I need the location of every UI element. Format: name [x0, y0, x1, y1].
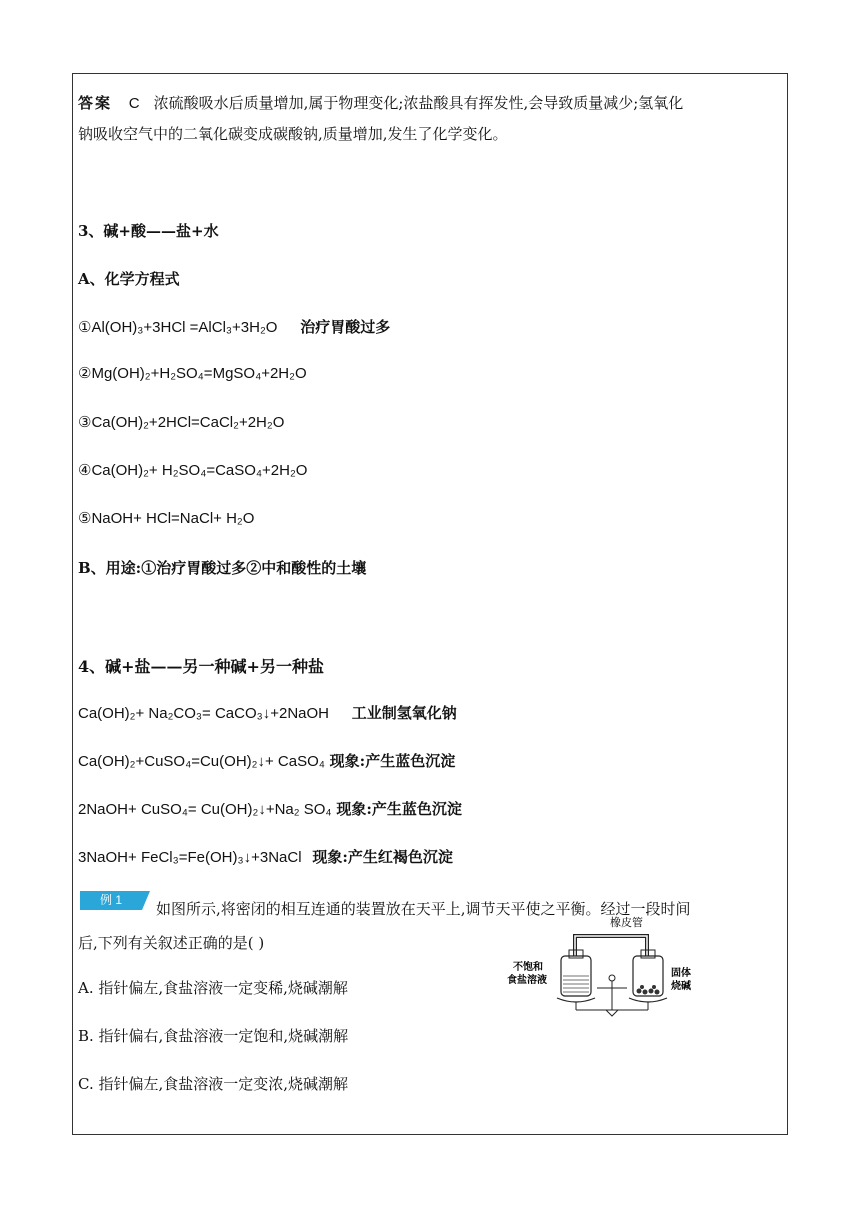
answer-explanation-line1: 浓硫酸吸水后质量增加,属于物理变化;浓盐酸具有挥发性,会导致质量减少;氢氧化	[153, 94, 684, 112]
reaction-3-note: 现象:产生蓝色沉淀	[336, 800, 462, 818]
equation-4: ④Ca(OH)₂+ H₂SO₄=CaSO₄+2H₂O	[78, 462, 308, 479]
section3-heading: 3、碱+酸——盐+水	[78, 222, 219, 240]
answer-block	[78, 88, 778, 149]
option-a: A. 指针偏左,食盐溶液一定变稀,烧碱潮解	[78, 979, 348, 997]
reaction-1: Ca(OH)₂+ Na₂CO₃= CaCO₃↓+2NaOH	[78, 705, 330, 722]
option-c: C. 指针偏左,食盐溶液一定变浓,烧碱潮解	[78, 1075, 349, 1093]
reaction-4-row	[78, 846, 453, 867]
figure-label-rubber-tube: 橡皮管	[610, 916, 643, 929]
equation-3: ③Ca(OH)₂+2HCl=CaCl₂+2H₂O	[78, 414, 285, 431]
answer-explanation-line2: 钠吸收空气中的二氧化碳变成碳酸钠,质量增加,发生了化学变化。	[78, 125, 508, 143]
option-b: B. 指针偏右,食盐溶液一定饱和,烧碱潮解	[78, 1027, 349, 1045]
example-stem-line2: 后,下列有关叙述正确的是( )	[78, 934, 265, 952]
equation-5: ⑤NaOH+ HCl=NaCl+ H₂O	[78, 510, 255, 527]
reaction-1-note: 工业制氢氧化钠	[351, 704, 457, 722]
section4-heading: 4、碱+盐——另一种碱+另一种盐	[78, 657, 324, 676]
figure-label-right-2: 烧碱	[671, 981, 691, 992]
reaction-3: 2NaOH+ CuSO₄= Cu(OH)₂↓+Na₂ SO₄	[78, 801, 332, 818]
reaction-2-row	[78, 750, 455, 771]
section3-sub-b: B、用途:①治疗胃酸过多②中和酸性的土壤	[78, 559, 367, 577]
equation-1: ①Al(OH)₃+3HCl =AlCl₃+3H₂O	[78, 319, 278, 336]
equation-1-row	[78, 316, 390, 337]
answer-label: 答案	[78, 94, 113, 112]
reaction-2: Ca(OH)₂+CuSO₄=Cu(OH)₂↓+ CaSO₄	[78, 753, 325, 770]
reaction-4-note: 现象:产生红褐色沉淀	[312, 848, 453, 866]
section3-sub-a: A、化学方程式	[78, 270, 180, 288]
answer-choice: C	[128, 95, 140, 112]
reaction-1-row	[78, 702, 457, 723]
reaction-2-note: 现象:产生蓝色沉淀	[329, 752, 456, 770]
apparatus-figure	[505, 912, 725, 1022]
example-badge: 例 1	[80, 891, 142, 910]
figure-label-right-1: 固体	[671, 968, 691, 979]
reaction-4: 3NaOH+ FeCl₃=Fe(OH)₃↓+3NaCl	[78, 849, 302, 866]
example-stem-line1: 如图所示,将密闭的相互连通的装置放在天平上,调节天平使之平衡。经过一段时间	[156, 900, 691, 918]
figure-label-left-2: 食盐溶液	[507, 975, 547, 986]
equation-2: ②Mg(OH)₂+H₂SO₄=MgSO₄+2H₂O	[78, 365, 307, 382]
reaction-3-row	[78, 798, 462, 819]
figure-label-left-1: 不饱和	[513, 962, 543, 973]
equation-1-note: 治疗胃酸过多	[300, 318, 391, 336]
